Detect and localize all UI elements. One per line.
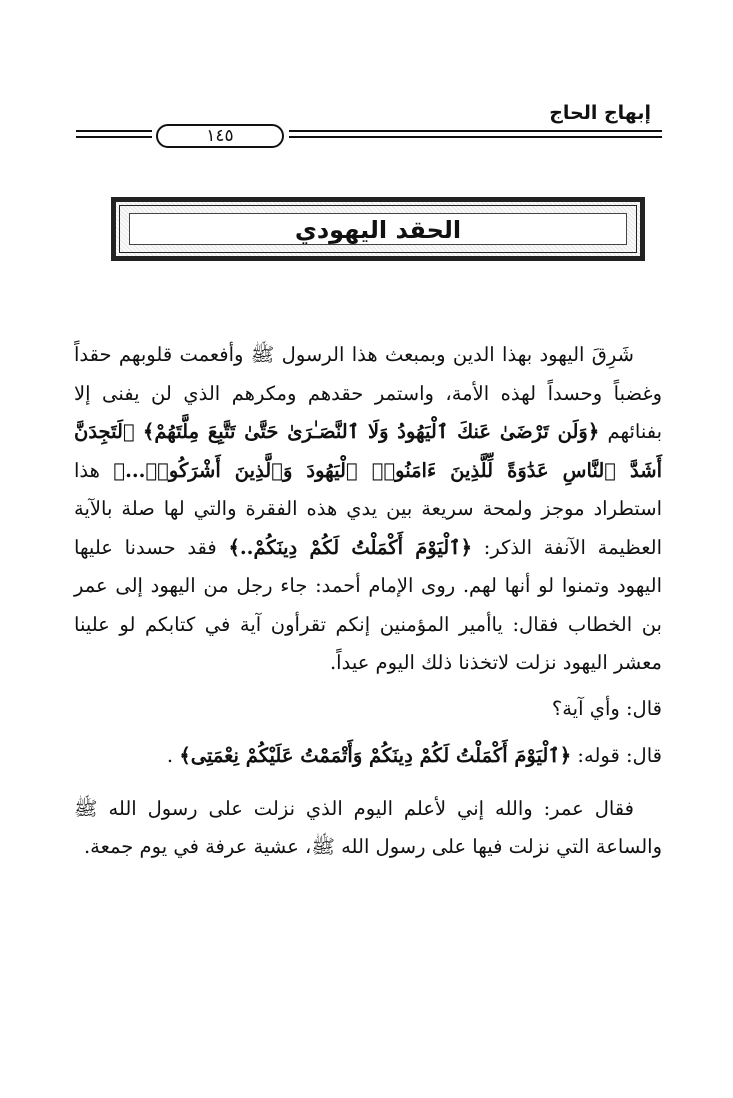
section-title: الحقد اليهودي [294,216,462,244]
page-number: ١٤٥ [156,124,284,148]
quran-verse-2: ﴿لَتَجِدَنَّ أَشَدَّ ٱلنَّاسِ عَدَٰوَةً لِّلَّذِينَ ءَامَنُوا۟ ٱلْيَهُودَ وَٱلَّذِينَ أَشْرَكُوا۟...﴾ [74,420,662,482]
quran-verse-1: ﴿وَلَن تَرْضَىٰ عَنكَ ٱلْيَهُودُ وَلَا ٱلنَّصَـٰرَىٰ حَتَّىٰ تَتَّبِعَ مِلَّتَهُمْ﴾ [142,420,600,443]
section-title-panel [129,213,627,245]
paragraph-1-text-a: شَرِقَ اليهود بهذا الدين وبمبعث هذا الرسول ﷺ وأفعمت قلوبهم حقداً وغضباً وحسداً لهذه الأمة، واستمر حقدهم ومكرهم الذي لن يفنى إلا بفنائهم [74,343,663,443]
paragraph-4: فقال عمر: والله إني لأعلم اليوم الذي نزلت على رسول الله ﷺ والساعة التي نزلت فيها على رسول الله ﷺ، عشية عرفة في يوم جمعة. [74,796,662,858]
paragraph-1-text-d: فقد حسدنا عليها اليهود وتمنوا لو أنها لهم. روى الإمام أحمد: جاء رجل من اليهود إلى عمر بن الخطاب فقال: ياأمير المؤمنين إنكم تقرأون آية في كتابكم لو علينا معشر اليهود نزلت لاتخذنا ذلك اليوم عيداً. [74,535,662,674]
header-rule [76,124,662,150]
paragraph-1 [74,336,662,683]
paragraph-2: قال: وأي آية؟ [551,696,662,720]
paragraph-1-text-b [135,420,143,443]
paragraph-3 [74,737,662,776]
paragraph-3-text-b: . [166,744,180,767]
header-rule-right [289,130,662,132]
body-text [74,336,662,867]
quran-verse-4: ﴿ٱلْيَوْمَ أَكْمَلْتُ لَكُمْ دِينَكُمْ وَأَتْمَمْتُ عَلَيْكُمْ نِعْمَتِى﴾ [179,744,572,767]
quran-verse-3: ﴿ٱلْيَوْمَ أَكْمَلْتُ لَكُمْ دِينَكُمْ..﴾ [228,535,473,559]
running-title: إبهاج الحاج [549,102,651,124]
paragraph-1-text-c: هذا استطراد موجز ولمحة سريعة بين يدي هذه الفقرة والتي لها صلة بالآية العظيمة الآنفة الذكر: [74,458,663,559]
section-title-frame [111,197,645,261]
paragraph-3-text-a: قال: قوله: [571,744,662,767]
header-rule-left [76,130,152,132]
